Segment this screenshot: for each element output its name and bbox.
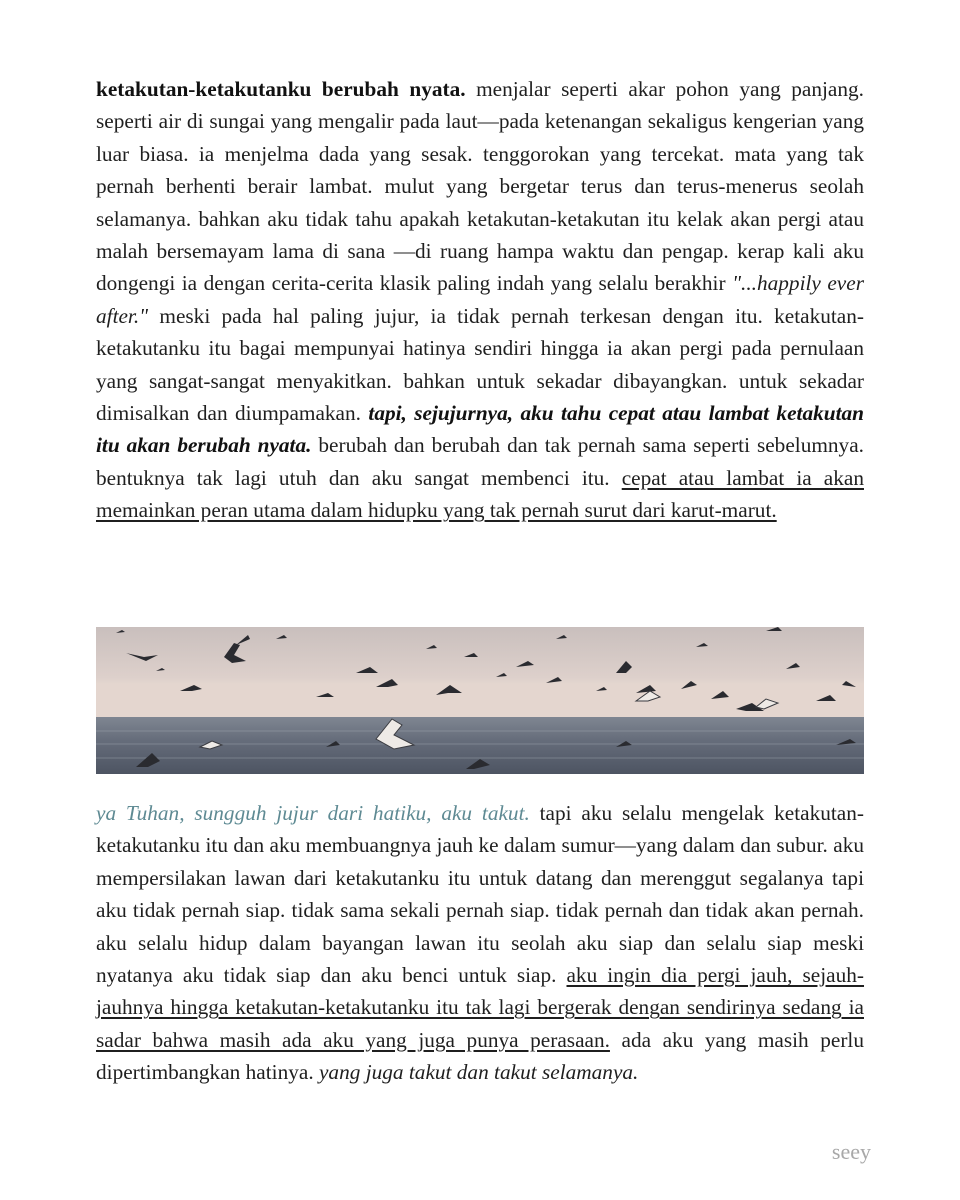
seagulls-over-sea-image [96,627,864,774]
bold-opening: ketakutan-ketakutanku berubah nyata. [96,77,466,101]
underlined-sentence-1: cepat atau lambat ia akan memainkan peran utama dalam hidupku yang tak pernah surut dari karut-marut. [96,465,864,523]
underlined-sentence-2: aku ingin dia pergi jauh, sejauh-jauhnya hingga ketakutan-ketakutanku itu tak lagi bergerak dengan sendirinya sedang ia sadar bahwa masih ada aku yang juga punya perasaan. [96,963,865,1052]
italic-ending: yang juga takut dan takut selamanya. [318,1060,639,1085]
paragraph-1 [96,73,864,527]
italic-quote: "...happily ever after." [96,271,864,328]
seagulls-photo [96,627,864,774]
paragraph-2 [96,797,864,1089]
paragraph-2-text-a: tapi aku selalu mengelak ketakutan-ketakutanku itu dan aku membuangnya jauh ke dalam sumur—yang dalam dan subur. aku mempersilakan lawan dari ketakutanku itu untuk datang dan merenggut segalanya tapi aku tidak pernah siap. tidak sama sekali pernah siap. tidak pernah dan tidak akan pernah. aku selalu hidup dalam bayangan lawan itu seolah aku siap dan selalu siap meski nyatanya aku tidak siap dan aku benci untuk siap. [96,801,864,988]
paragraph-1-text-b: meski pada hal paling jujur, ia tidak pernah terkesan dengan itu. ketakutan-ketakutanku itu bagai mempunyai hatinya sendiri hingga ia akan pergi pada pernulaan yang sangat-sangat menyakitkan. bahkan untuk sekadar dibayangkan. untuk sekadar dimisalkan dan diumpamakan. [96,303,864,426]
paragraph-2-text-b: ada aku yang masih perlu dipertimbangkan hatinya. [96,1027,864,1085]
paragraph-1-container [96,73,864,527]
teal-italic-opening: ya Tuhan, sungguh jujur dari hatiku, aku takut. [96,801,530,825]
paragraph-1-text-a: menjalar seperti akar pohon yang panjang. seperti air di sungai yang mengalir pada laut—pada ketenangan sekaligus kengerian yang luar biasa. ia menjelma dada yang sesak. tenggorokan yang tercekat. mata yang tak pernah berhenti berair lambat. mulut yang bergetar terus dan terus-menerus seolah selamanya. bahkan aku tidak tahu apakah ketakutan-ketakutan itu kelak akan pergi atau malah bersemayam lama di sana —di ruang hampa waktu dan pengap. kerap kali aku dongengi ia dengan cerita-cerita klasik paling indah yang selalu berakhir [96,77,864,296]
paragraph-1-text-c: berubah dan berubah dan tak pernah sama seperti sebelumnya. bentuknya tak lagi utuh dan aku sangat membenci itu. [96,433,864,490]
paragraph-2-container [96,797,864,1089]
signature: seey [831,1139,871,1164]
bold-italic-sentence: tapi, sejujurnya, aku tahu cepat atau lambat ketakutan itu akan berubah nyata. [96,401,865,458]
